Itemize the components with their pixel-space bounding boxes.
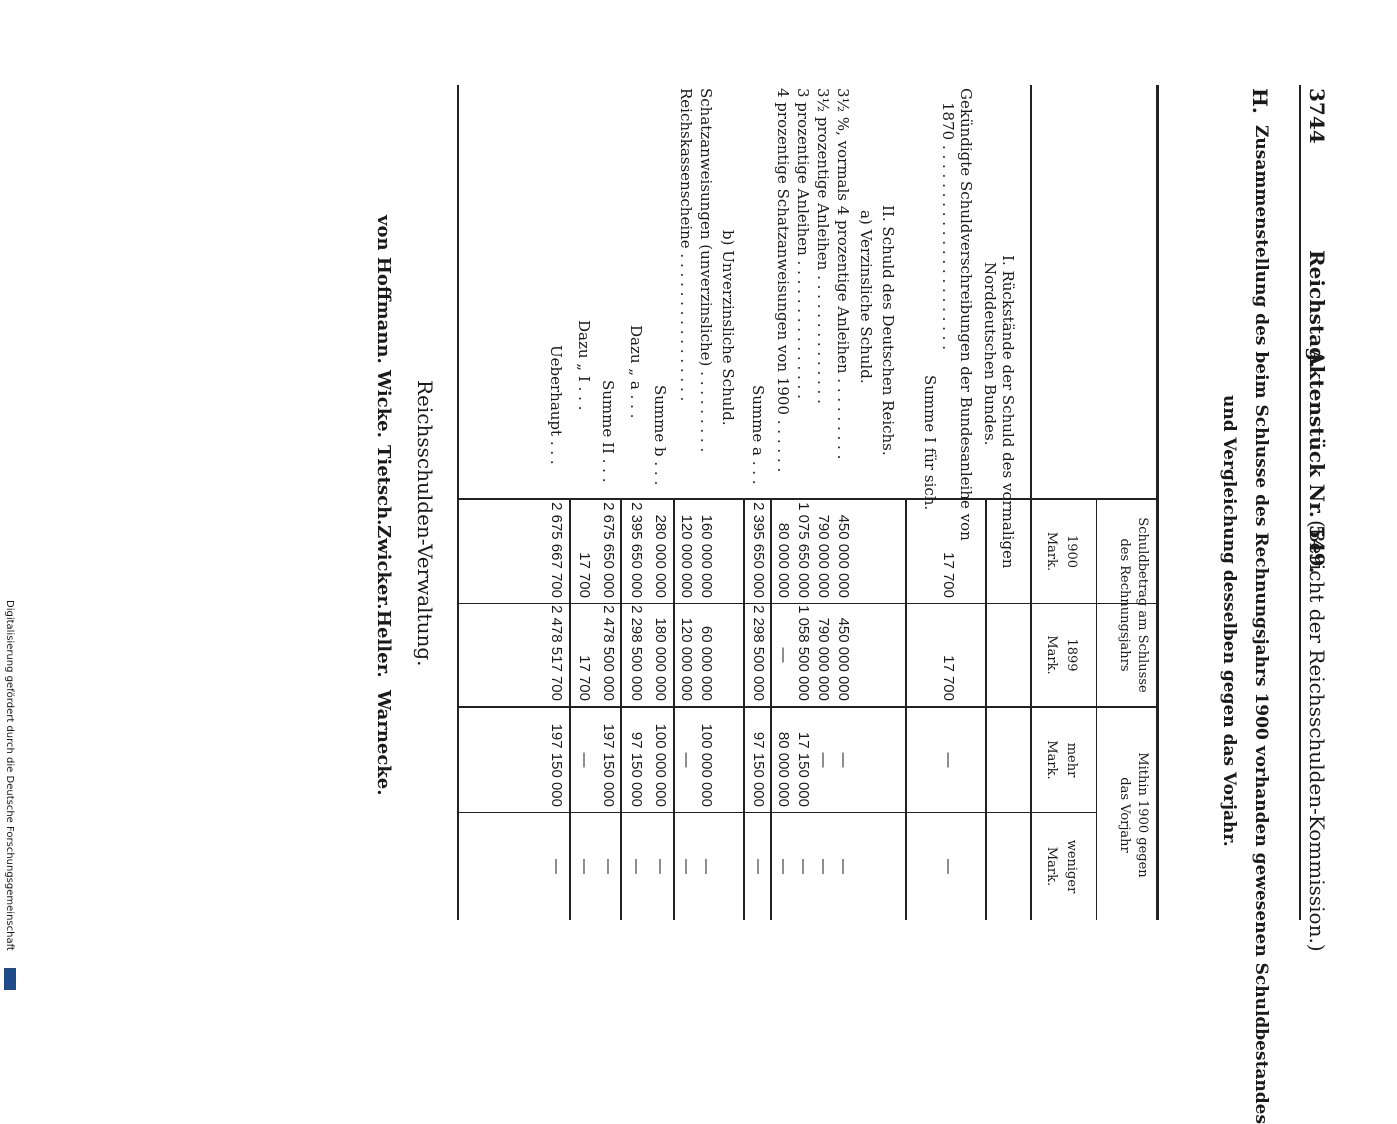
- signature-name: von Hoffmann.: [373, 215, 394, 364]
- sum-a-bottom-rule: [743, 500, 745, 920]
- dazu-i-1899: 17 700: [576, 655, 593, 701]
- dazu-a-label: Dazu „ a . . .: [627, 325, 645, 419]
- header-rule: [1299, 85, 1301, 920]
- section2-sub-b: b) Unverzinsliche Schuld.: [719, 230, 737, 426]
- col4-label: weniger: [1064, 839, 1079, 894]
- row-value-1900: 120 000 000: [678, 514, 695, 598]
- dazu-i-label: Dazu „ I . . .: [575, 320, 593, 411]
- section1-bottom-rule: [905, 500, 907, 920]
- signature-name: Wicke.: [373, 370, 394, 438]
- sum-a-1899: 2 298 500 000: [750, 605, 767, 701]
- row-value-less: —: [815, 859, 832, 874]
- dazu-a-more: 97 150 000: [628, 731, 645, 807]
- section1-value-1899: 17 700: [940, 655, 957, 701]
- section1-heading1: I. Rückstände der Schuld des vormaligen: [999, 255, 1017, 569]
- section1-sum-label: Summe I für sich.: [921, 375, 939, 511]
- sum-a-label: Summe a . . .: [749, 385, 767, 485]
- sum-ii-more: 197 150 000: [600, 723, 617, 807]
- section1-row-text1: Gekündigte Schuldverschreibungen der Bundesanleihe von: [957, 88, 975, 541]
- signature-name: Zwicker.: [373, 525, 394, 610]
- sum-b-more: 100 000 000: [652, 723, 669, 807]
- sum-ii-label: Summe II . . .: [599, 380, 617, 483]
- title-line1: Zusammenstellung des beim Schlusse des Rechnungsjahrs 1900 vorhanden gewesenen Schuldbestandes: [1251, 125, 1271, 1124]
- row-label: 3 prozentige Anleihen . . . . . . . . . . . . . . .: [794, 88, 812, 399]
- group2-line1: Mithin 1900 gegen: [1135, 752, 1150, 878]
- sum-b-less: —: [652, 859, 669, 874]
- row-value-more: —: [678, 752, 695, 768]
- dazu-i-less: —: [576, 859, 593, 874]
- col1-unit: Mark.: [1044, 531, 1059, 572]
- signature-name: Tietsch.: [373, 445, 394, 526]
- table-header-rule: [1030, 85, 1032, 920]
- digitization-footer: Digitalisierung gefördert durch die Deutsche Forschungsgemeinschaft: [4, 600, 15, 951]
- section1-heading2: Norddeutschen Bundes.: [981, 262, 999, 446]
- total-less: —: [548, 859, 565, 874]
- col1-year: 1900: [1064, 534, 1079, 569]
- sum-ii-less: —: [600, 859, 617, 874]
- row-value-more: —: [835, 752, 852, 768]
- sum-a-more: 97 150 000: [750, 731, 767, 807]
- sum-b-1899: 180 000 000: [652, 617, 669, 701]
- col3-unit: Mark.: [1044, 740, 1059, 780]
- total-1900: 2 675 667 700: [548, 502, 565, 598]
- sum-a-less: —: [750, 859, 767, 874]
- section1-row-text2: 1870 . . . . . . . . . . . . . . . . . . . . . .: [939, 102, 957, 350]
- dazu-i-1900: 17 700: [576, 552, 593, 598]
- row-value-1899: 60 000 000: [698, 625, 715, 701]
- header-document: Aktenstück Nr. 549.: [1305, 350, 1329, 574]
- total-label: Ueberhaupt . . .: [547, 345, 565, 465]
- row-value-1900: 1 075 650 000: [795, 502, 812, 598]
- row-value-less: —: [835, 859, 852, 874]
- total-more: 197 150 000: [548, 723, 565, 807]
- row-value-less: —: [698, 859, 715, 874]
- row-label: 4 prozentige Schatzanweisungen von 1900 . . . . . .: [774, 88, 792, 473]
- row-value-more: 17 150 000: [795, 731, 812, 807]
- section1-top-rule: [985, 500, 987, 920]
- row-value-more: 80 000 000: [775, 731, 792, 807]
- sum-ii-rule: [620, 500, 622, 920]
- sum-b-1900: 280 000 000: [652, 514, 669, 598]
- section2-sub-a: a) Verzinsliche Schuld.: [857, 210, 875, 384]
- section1-value-less: —: [940, 859, 957, 874]
- signature-authority: Reichsschulden-Verwaltung.: [413, 380, 437, 667]
- dfg-logo-icon: [4, 968, 16, 990]
- total-1899: 2 478 517 700: [548, 605, 565, 701]
- group1-line1: Schuldbetrag am Schlusse: [1135, 517, 1150, 693]
- sum-b-rule: [673, 500, 675, 920]
- dazu-i-more: —: [576, 752, 593, 768]
- row-value-1900: 790 000 000: [815, 514, 832, 598]
- col3-label: mehr: [1064, 742, 1079, 778]
- row-label: 3½ %, vormals 4 prozentige Anleihen . . . . . . . . .: [834, 88, 852, 460]
- row-value-more: 100 000 000: [698, 723, 715, 807]
- header-note: (Bericht der Reichsschulden-Kommission.): [1305, 520, 1329, 952]
- title-letter: H.: [1248, 88, 1272, 114]
- row-value-1899: 450 000 000: [835, 617, 852, 701]
- dazu-a-less: —: [628, 859, 645, 874]
- row-value-1900: 160 000 000: [698, 514, 715, 598]
- subheader-rule: [1096, 498, 1097, 920]
- col4-unit: Mark.: [1044, 846, 1059, 887]
- sum-ii-1899: 2 478 500 000: [600, 605, 617, 701]
- header-body: Reichstag.: [1305, 250, 1329, 369]
- section2-heading: II. Schuld des Deutschen Reichs.: [879, 205, 897, 456]
- table-bottom-rule: [457, 85, 459, 920]
- group2-line2: das Vorjahr: [1117, 777, 1132, 853]
- signature-name: Heller.: [373, 610, 394, 678]
- sum-a-rule: [770, 500, 772, 920]
- table-top-rule: [1156, 85, 1159, 920]
- row-label: 3½ prozentige Anleihen . . . . . . . . . . . . . .: [814, 88, 832, 404]
- row-value-1899: —: [775, 647, 792, 663]
- col2-year: 1899: [1064, 638, 1079, 672]
- row-value-1899: 790 000 000: [815, 617, 832, 701]
- row-value-less: —: [775, 859, 792, 874]
- title-line2: und Vergleichung desselben gegen das Vorjahr.: [1219, 395, 1239, 847]
- row-value-more: —: [815, 752, 832, 768]
- row-label: Reichskassenscheine . . . . . . . . . . . . . . . .: [677, 88, 695, 402]
- section1-value-more: —: [940, 752, 957, 768]
- sum-ii-1900: 2 675 650 000: [600, 502, 617, 598]
- row-label: Schatzanweisungen (unverzinsliche) . . . . . . . . .: [697, 88, 715, 453]
- total-rule: [569, 500, 571, 920]
- row-value-1900: 450 000 000: [835, 514, 852, 598]
- section1-value-1900: 17 700: [940, 552, 957, 598]
- col2-unit: Mark.: [1044, 635, 1059, 675]
- dazu-a-1899: 2 298 500 000: [628, 605, 645, 701]
- sum-a-1900: 2 395 650 000: [750, 502, 767, 598]
- sum-b-label: Summe b . . .: [651, 385, 669, 486]
- row-value-less: —: [795, 859, 812, 874]
- group1-line2: des Rechnungsjahrs: [1117, 538, 1132, 672]
- signature-name: Warnecke.: [373, 690, 394, 796]
- page-number: 3744: [1305, 88, 1329, 144]
- row-value-less: —: [678, 859, 695, 874]
- row-value-1899: 120 000 000: [678, 617, 695, 701]
- row-value-1899: 1 058 500 000: [795, 605, 812, 701]
- dazu-a-1900: 2 395 650 000: [628, 502, 645, 598]
- row-value-1900: 80 000 000: [775, 522, 792, 598]
